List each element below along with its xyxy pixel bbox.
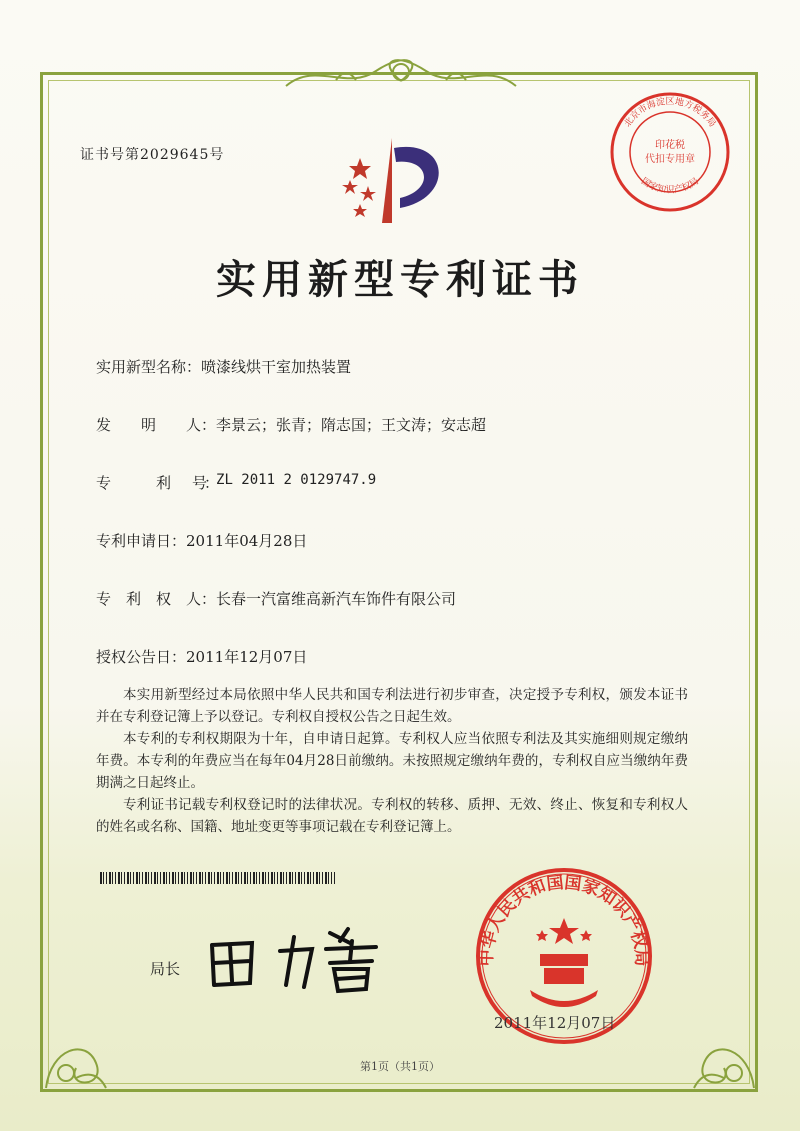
legal-text [96, 684, 688, 838]
field-value: 喷漆线烘干室加热装置 [201, 358, 352, 376]
field-patent-number [96, 472, 376, 493]
field-value: 李景云；张青；隋志国；王文涛；安志超 [216, 416, 487, 434]
field-label: 授权公告日： [96, 648, 187, 666]
director-signature [200, 915, 390, 995]
field-utility-model-name [96, 356, 351, 377]
field-label: 发 明 人： [96, 416, 217, 434]
field-application-date [96, 530, 307, 551]
seal-text: 中华人民共和国国家知识产权局 [476, 872, 652, 967]
page-number: 第1页（共1页） [360, 1060, 440, 1073]
field-label: 专 利 号： [96, 474, 217, 492]
legal-paragraph: 本专利的专利权期限为十年，自申请日起算。专利权人应当依照专利法及其实施细则规定缴纳年费。本专利的年费应当在每年04月28日前缴纳。未按照规定缴纳年费的，专利权自应当缴纳年费期满之日起终止。 [96, 731, 688, 791]
svg-text:国家知识产权局 [639, 176, 701, 196]
field-value: 2011年04月28日 [186, 532, 308, 550]
field-value: ZL 2011 2 0129747.9 [216, 472, 377, 488]
patent-office-logo [330, 128, 454, 228]
field-label: 专利申请日： [96, 532, 187, 550]
tax-stamp-line2: 代扣专用章 [645, 154, 695, 165]
legal-paragraph: 专利证书记载专利权登记时的法律状况。专利权的转移、质押、无效、终止、恢复和专利权人的姓名或名称、国籍、地址变更等事项记载在专利登记簿上。 [96, 797, 688, 835]
field-inventors [96, 414, 486, 435]
certificate-title: 实用新型专利证书 [216, 256, 584, 303]
tax-stamp [608, 90, 732, 214]
field-grant-date [96, 646, 307, 667]
field-patentee [96, 588, 456, 609]
field-label: 实用新型名称： [96, 358, 202, 376]
field-value: 2011年12月07日 [186, 648, 308, 666]
certificate-number: 证书号第2029645号 [80, 147, 225, 163]
top-ornament [276, 56, 526, 96]
field-value: 长春一汽富维高新汽车饰件有限公司 [216, 590, 457, 608]
tax-stamp-line1: 印花税 [655, 140, 685, 151]
field-label: 专 利 权 人： [96, 590, 217, 608]
tax-stamp-bottom-text: 国家知识产权局 [639, 176, 701, 196]
seal-date: 2011年12月07日 [494, 1014, 616, 1032]
barcode [100, 872, 335, 884]
legal-paragraph: 本实用新型经过本局依照中华人民共和国专利法进行初步审查，决定授予专利权，颁发本证书并在专利登记簿上予以登记。专利权自授权公告之日起生效。 [96, 687, 688, 725]
tax-stamp-outer-text: 北京市海淀区地方税务局 [622, 97, 718, 130]
director-label: 局长 [150, 960, 181, 978]
